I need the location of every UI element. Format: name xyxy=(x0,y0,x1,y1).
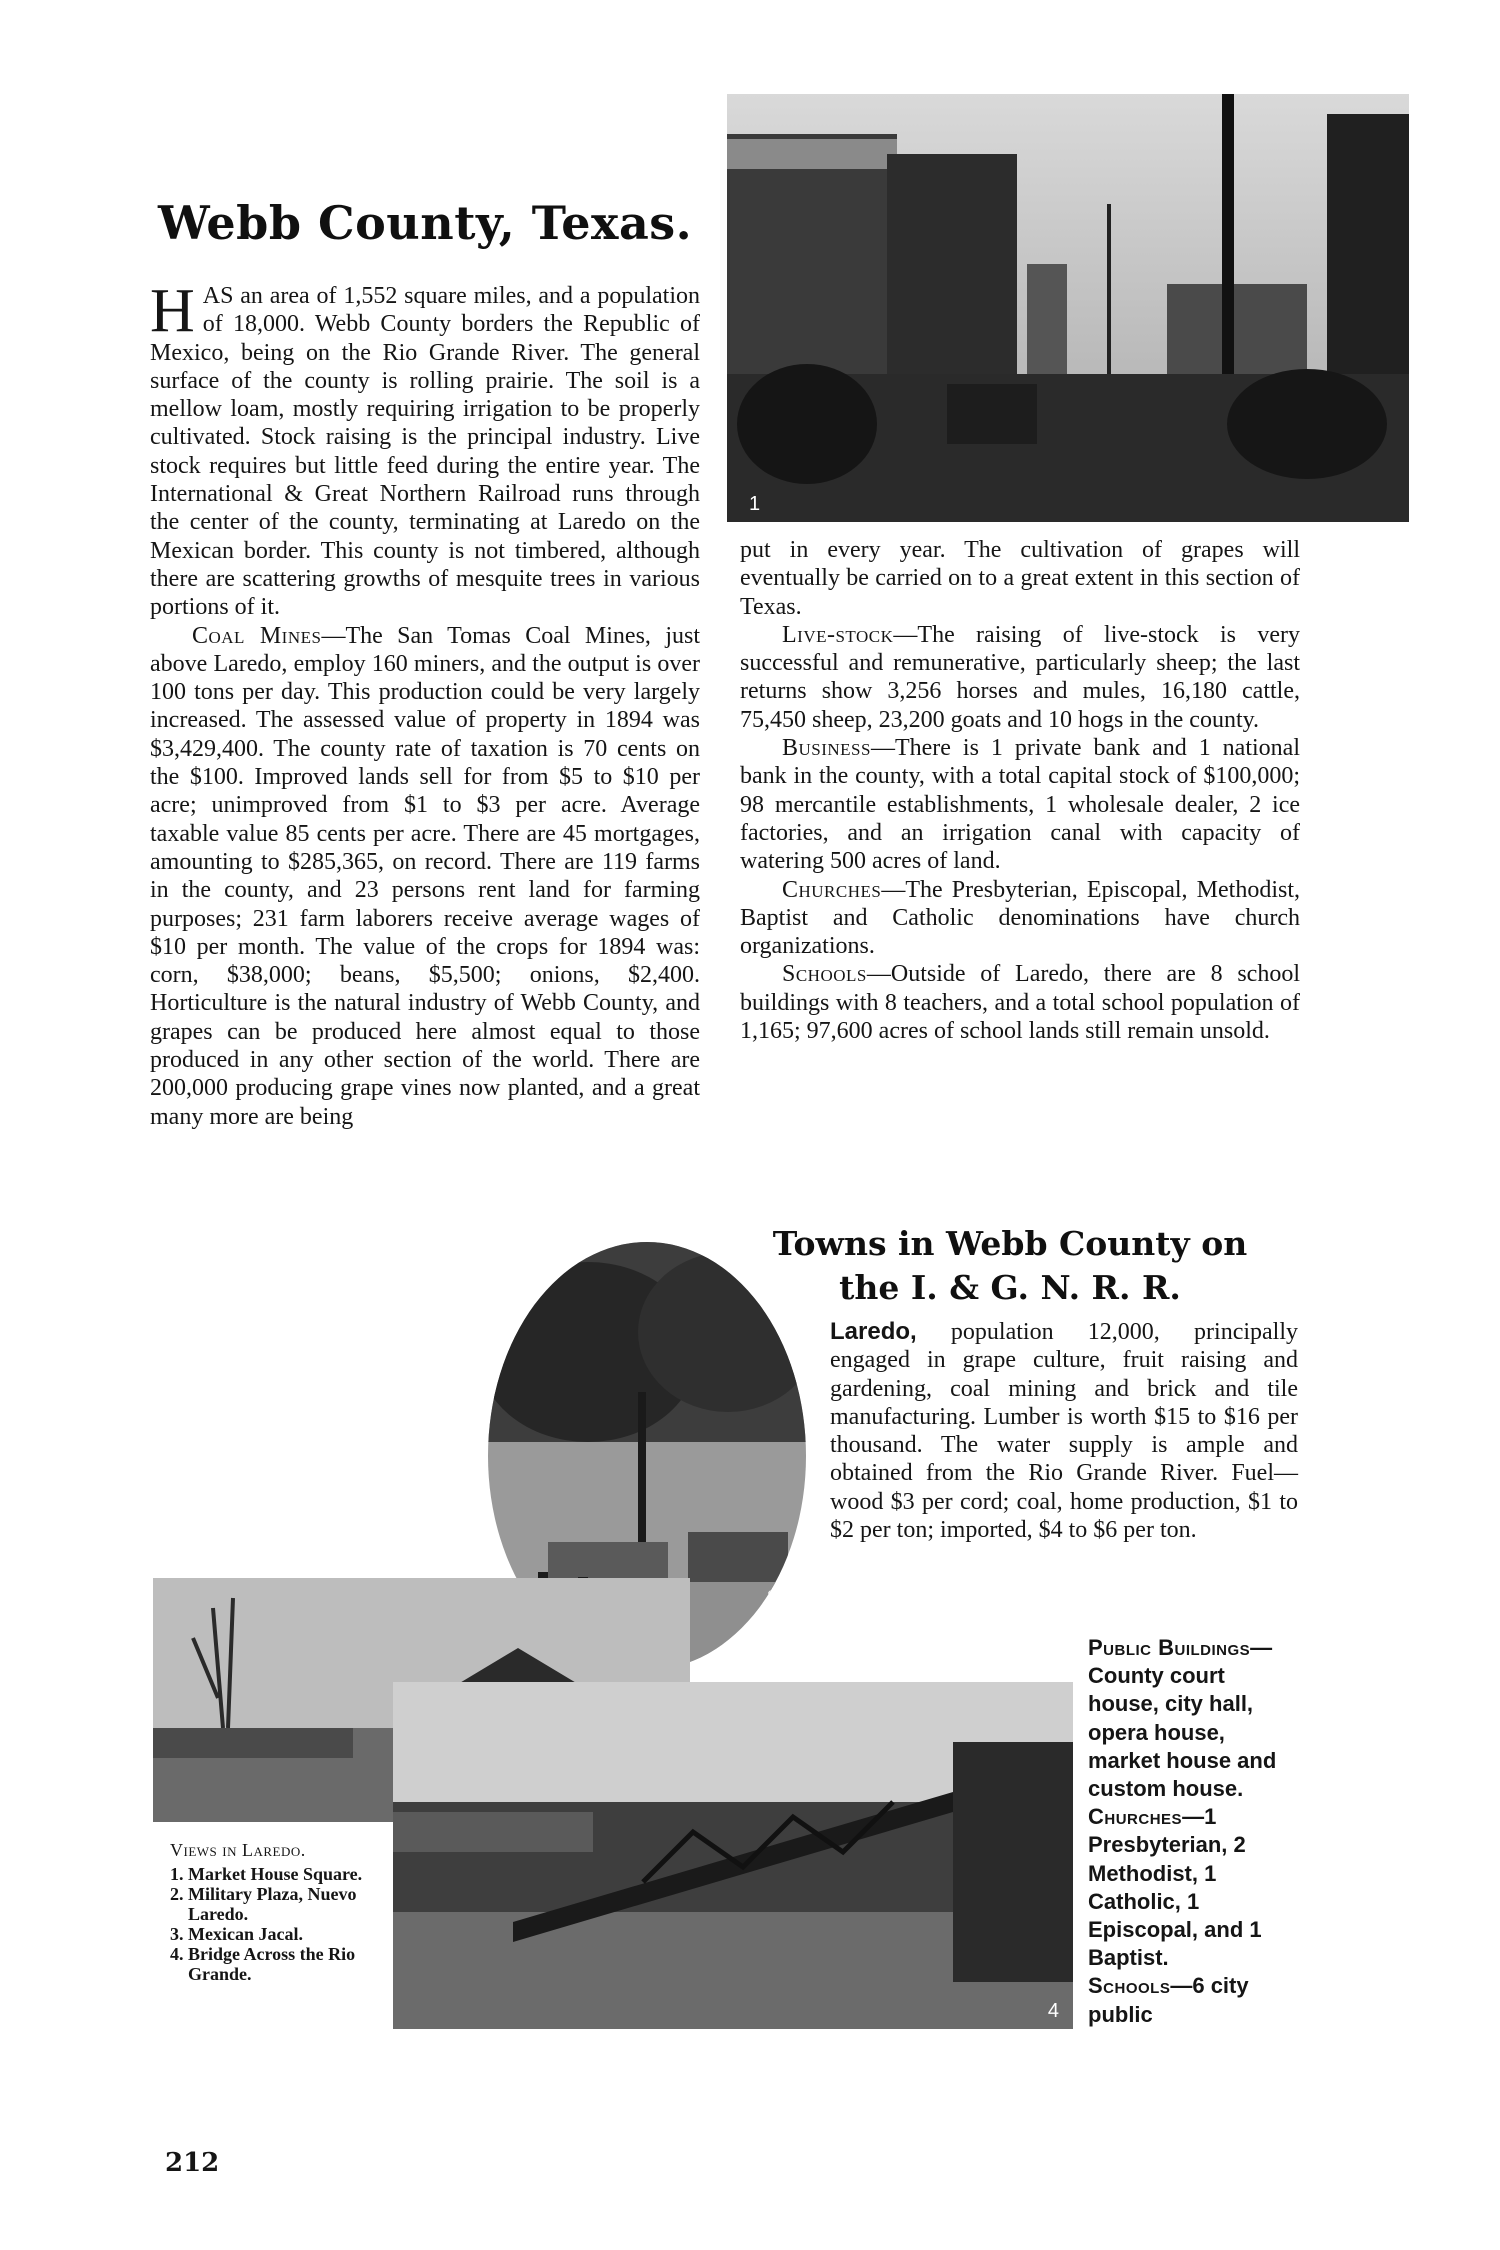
business-text: —There is 1 private bank and 1 national bank in the county, with a total capital stock of $100,000; 98 mercantile establishments, 1 wholesale dealer, 2 ice factories, and an irrigation canal with capacity of watering 500 acres of land. xyxy=(740,735,1300,875)
right-column xyxy=(740,536,1300,1045)
schools-paragraph xyxy=(740,960,1300,1045)
laredo-schools-text: —6 city public xyxy=(1088,1973,1249,2027)
laredo-churches-paragraph xyxy=(1088,1803,1300,1972)
caption-item: 2. Military Plaza, Nuevo Laredo. xyxy=(170,1884,357,1924)
drop-cap: H xyxy=(150,277,195,345)
coal-text: —The San Tomas Coal Mines, just above Laredo, employ 160 miners, and the output is over 100 tons per day. This production could be very largely increased. The assessed value of property in 1894 was $3,429,400. The county rate of taxation is 70 cents on the $100. Improved lands sell for from $5 to $10 per acre; unimproved from $1 to $3 per acre. Average taxable value 85 cents per acre. There are 45 mortgages, amounting to $285,365, on record. There are 119 farms in the county, and 23 persons rent land for farming purposes; 231 farm laborers receive average wages of $10 per month. The value of the crops for 1894 was: corn, $38,000; beans, $5,500; onions, $2,400. Horticulture is the natural industry of Webb County, and grapes can be produced here almost equal to those produced in any other section of the world. There are 200,000 producing grape vines now planted, and a great many more are being xyxy=(150,622,701,1130)
livestock-label: Live-stock xyxy=(782,621,894,648)
photo-market-house-square xyxy=(727,94,1409,522)
page-number: 212 xyxy=(165,2148,220,2178)
laredo-churches-label: Churches xyxy=(1088,1804,1183,1830)
schools-text: —Outside of Laredo, there are 8 school buildings with 8 teachers, and a total school population of 1,165; 97,600 acres of school lands still remain unsold. xyxy=(740,961,1300,1045)
photo-bridge-rio-grande xyxy=(393,1682,1073,2029)
laredo-public-buildings xyxy=(1088,1634,1300,2029)
churches-paragraph xyxy=(740,876,1300,961)
laredo-text: population 12,000, principally engaged in grape culture, fruit raising and gardening, coal mining and brick and tile manufacturing. Lumber is worth $15 to $16 per thousand. The water supply is ample and obtained from the Rio Grande River. Fuel—wood $3 per cord; coal, home production, $1 to $2 per ton; imported, $4 to $6 per ton. xyxy=(830,1319,1298,1544)
livestock-paragraph xyxy=(740,621,1300,734)
photo-captions xyxy=(170,1840,400,1984)
caption-item: 3. Mexican Jacal. xyxy=(170,1924,303,1944)
laredo-churches-text: —1 Presbyterian, 2 Methodist, 1 Catholic, 1 Episcopal, and 1 Baptist. xyxy=(1088,1804,1262,1971)
business-paragraph xyxy=(740,734,1300,875)
public-buildings-paragraph xyxy=(1088,1634,1300,1803)
churches-text: —The Presbyterian, Episcopal, Methodist, Baptist and Catholic denominations have church organizations. xyxy=(740,876,1300,960)
caption-item: 4. Bridge Across the Rio Grande. xyxy=(170,1944,356,1984)
laredo-section xyxy=(830,1318,1298,1544)
public-buildings-label: Public Buildings xyxy=(1088,1635,1251,1660)
livestock-text: —The raising of live-stock is very successful and remunerative, particularly sheep; the last returns show 3,256 horses and mules, 16,180 cattle, 75,450 sheep, 23,200 goats and 10 hogs in the county. xyxy=(740,621,1300,733)
churches-label: Churches xyxy=(782,876,882,903)
captions-title: Views in Laredo. xyxy=(170,1840,306,1860)
towns-heading: Towns in Webb County on the I. & G. N. R. R. xyxy=(772,1224,1248,1307)
coal-label: Coal Mines xyxy=(192,622,322,649)
left-column xyxy=(150,277,701,1131)
schools-label: Schools xyxy=(782,961,867,988)
coal-paragraph xyxy=(150,622,700,1131)
continuation-paragraph: put in every year. The cultivation of grapes will eventually be carried on to a great extent in this section of Texas. xyxy=(740,537,1300,620)
laredo-schools-paragraph xyxy=(1088,1972,1300,2028)
laredo-name: Laredo, xyxy=(830,1318,917,1345)
page-title: Webb County, Texas. xyxy=(158,196,693,250)
intro-paragraph xyxy=(150,277,700,622)
caption-item: 1. Market House Square. xyxy=(170,1864,363,1884)
photo-number: 2 xyxy=(766,1587,778,1609)
public-buildings-text: —County court house, city hall, opera house, market house and custom house. xyxy=(1088,1635,1277,1802)
laredo-schools-label: Schools xyxy=(1088,1973,1171,1999)
intro-text: AS an area of 1,552 square miles, and a population of 18,000. Webb County borders the Republic of Mexico, being on the Rio Grande River. The general surface of the county is rolling prairie. The soil is a mellow loam, mostly requiring irrigation to be properly cultivated. Stock raising is the principal industry. Live stock requires but little feed during the entire year. The International & Great Northern Railroad runs through the center of the county, terminating at Laredo on the Mexican border. This county is not timbered, although there are scattering growths of mesquite trees in various portions of it. xyxy=(150,283,700,621)
photo-number: 1 xyxy=(749,493,761,515)
photo-number: 4 xyxy=(1047,2000,1059,2022)
business-label: Business xyxy=(782,735,871,762)
laredo-paragraph xyxy=(830,1318,1298,1544)
